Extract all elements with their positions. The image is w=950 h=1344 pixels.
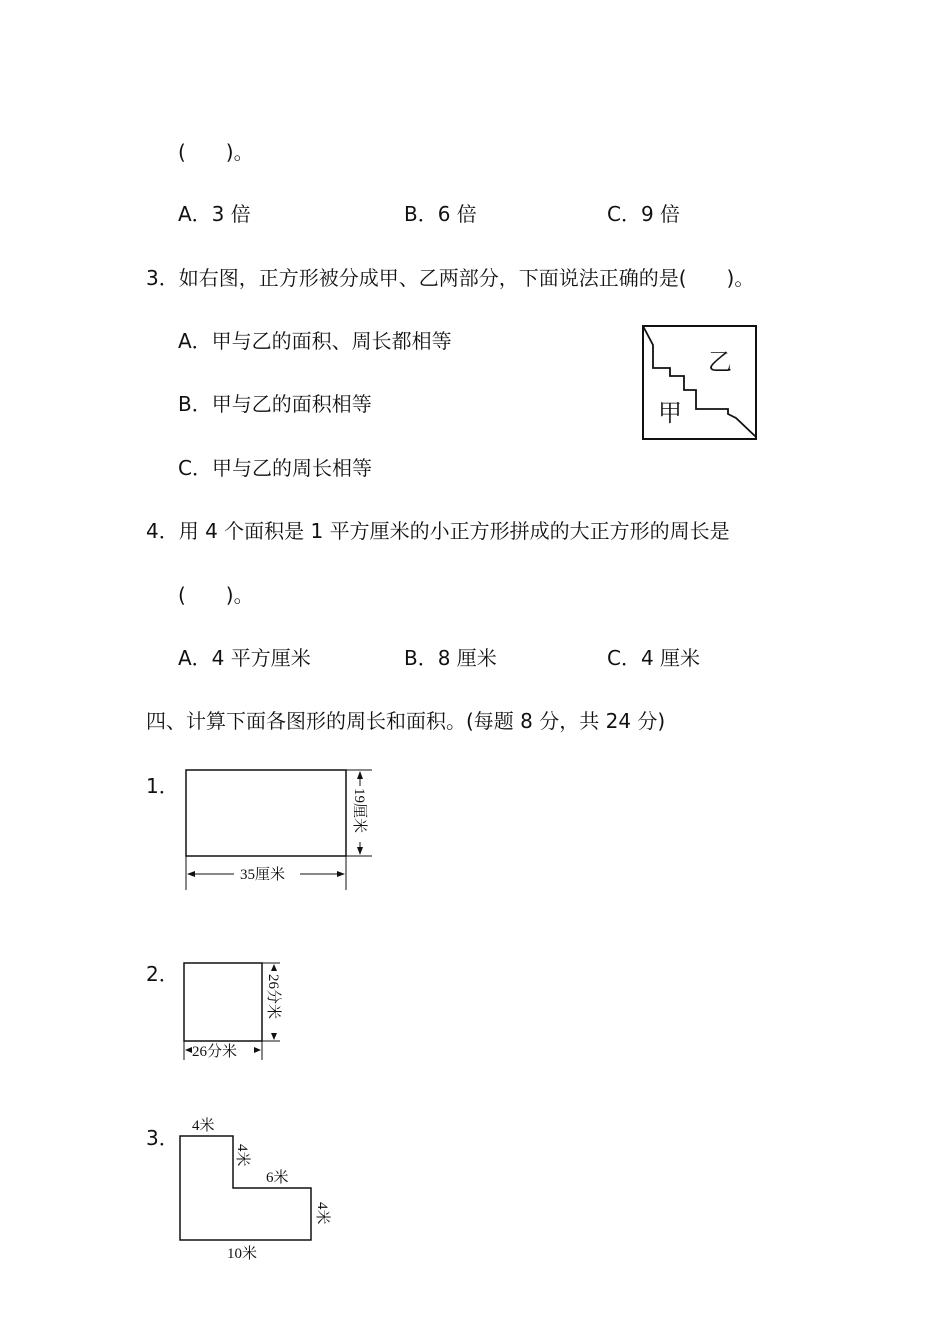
- q3-label-yi: 乙: [708, 350, 732, 376]
- q2-option-a[interactable]: A．3 倍: [178, 202, 251, 226]
- q4-option-b[interactable]: B．8 厘米: [404, 646, 497, 670]
- figure1-width-label: 35厘米: [240, 867, 286, 883]
- q4-stem: 4．用 4 个面积是 1 平方厘米的小正方形拼成的大正方形的周长是: [146, 519, 730, 543]
- q3-square-figure: [640, 323, 760, 443]
- figure3-top-label: 4米: [192, 1118, 215, 1134]
- q2-blank: ( )。: [178, 140, 254, 164]
- q4-option-a[interactable]: A．4 平方厘米: [178, 646, 311, 670]
- figure2-number: 2．: [146, 962, 179, 986]
- figure2-height-label: 26分米: [265, 974, 281, 1020]
- figure2-width-label: 26分米: [192, 1044, 238, 1060]
- q3-stem: 3．如右图，正方形被分成甲、乙两部分，下面说法正确的是( )。: [146, 266, 755, 290]
- figure3-l-shape: [170, 1110, 350, 1270]
- q3-option-b[interactable]: B．甲与乙的面积相等: [178, 392, 372, 416]
- q4-blank: ( )。: [178, 583, 254, 607]
- q3-option-c[interactable]: C．甲与乙的周长相等: [178, 456, 372, 480]
- q2-option-c[interactable]: C．9 倍: [607, 202, 681, 226]
- figure1-rectangle: [176, 762, 386, 902]
- figure3-right-label: 4米: [314, 1202, 330, 1225]
- q2-option-b[interactable]: B．6 倍: [404, 202, 477, 226]
- q3-option-a[interactable]: A．甲与乙的面积、周长都相等: [178, 329, 452, 353]
- q3-label-jia: 甲: [658, 401, 682, 427]
- figure1-number: 1．: [146, 774, 179, 798]
- figure3-bottom-label: 10米: [227, 1246, 258, 1262]
- figure1-height-label: 19厘米: [351, 788, 367, 834]
- figure3-step-label: 4米: [234, 1144, 250, 1167]
- q4-option-c[interactable]: C．4 厘米: [607, 646, 701, 670]
- section4-heading: 四、计算下面各图形的周长和面积。(每题 8 分，共 24 分): [146, 709, 666, 733]
- figure2-square: [176, 956, 296, 1066]
- figure3-mid-label: 6米: [266, 1170, 289, 1186]
- figure3-number: 3．: [146, 1126, 179, 1150]
